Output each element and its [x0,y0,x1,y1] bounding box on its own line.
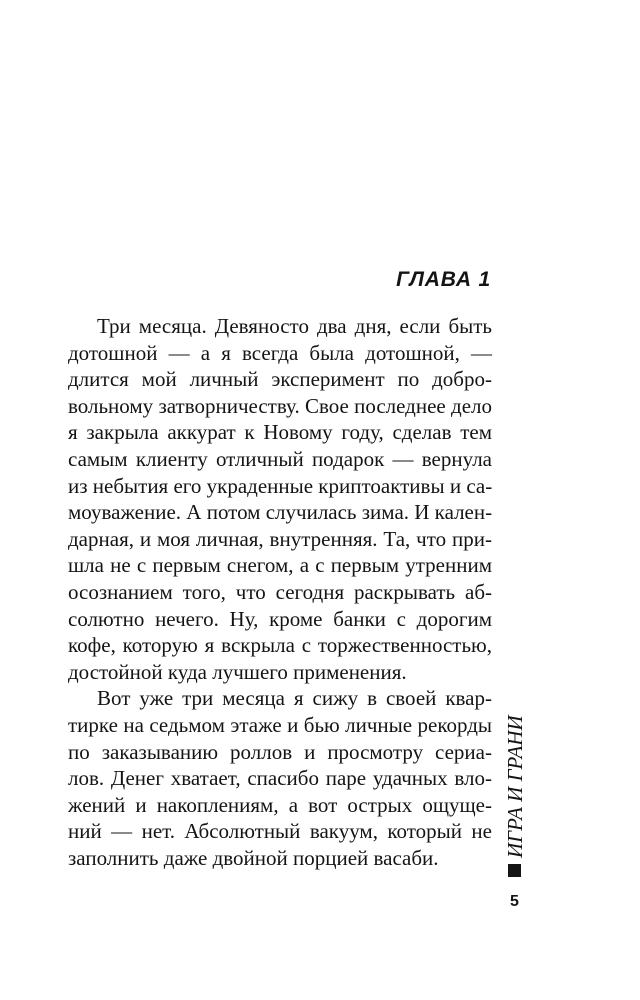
text-line: лов. Денег хватает, спасибо паре удачных вло- [68,766,492,791]
text-line: дотошной — а я всегда была дотошной, — [68,340,492,365]
chapter-title: ГЛАВА 1 [396,268,491,291]
text-line: вольному затворничеству. Свое последнее дело [68,393,492,418]
text-line: из небытия его украденные криптоактивы и са- [68,473,493,498]
text-line: длится мой личный эксперимент по добро- [68,367,492,392]
text-line: моуважение. А потом случилась зима. И кален- [68,500,493,525]
text-line: осознанием того, что сегодня раскрывать аб- [68,579,492,604]
paragraph-2 [68,685,492,871]
text-line: тирке на седьмом этаже и бью личные рекорды [68,712,492,737]
text-line: самым клиенту отличный подарок — вернула [68,446,492,471]
page-number: 5 [510,893,519,910]
text-line: по заказыванию роллов и просмотру сериа- [68,739,492,764]
running-title-text: ИГРА И ГРАНИ [503,715,527,858]
running-title [503,698,527,858]
text-line: заполнить даже двойной порцией васаби. [68,845,439,870]
text-line: ний — нет. Абсолютный вакуум, который не [68,819,492,844]
body-text [68,313,492,871]
text-line: жений и накоплениям, а вот острых ощуще- [68,792,492,817]
text-line: дарная, и моя личная, внутренняя. Та, что при- [68,526,492,551]
square-marker-icon [508,864,521,877]
paragraph-1 [68,313,492,685]
text-line: Вот уже три месяца я сижу в своей квар- [97,686,492,711]
text-line: я закрыла аккурат к Новому году, сделав тем [68,420,492,445]
text-line: Три месяца. Девяносто два дня, если быть [97,314,492,338]
text-line: солютно нечего. Ну, кроме банки с дорогим [68,606,492,631]
text-line: шла не с первым снегом, а с первым утренним [68,553,492,578]
text-line: достойной куда лучшего применения. [68,659,407,684]
text-line: кофе, которую я вскрыла с торжественностью, [68,633,492,658]
